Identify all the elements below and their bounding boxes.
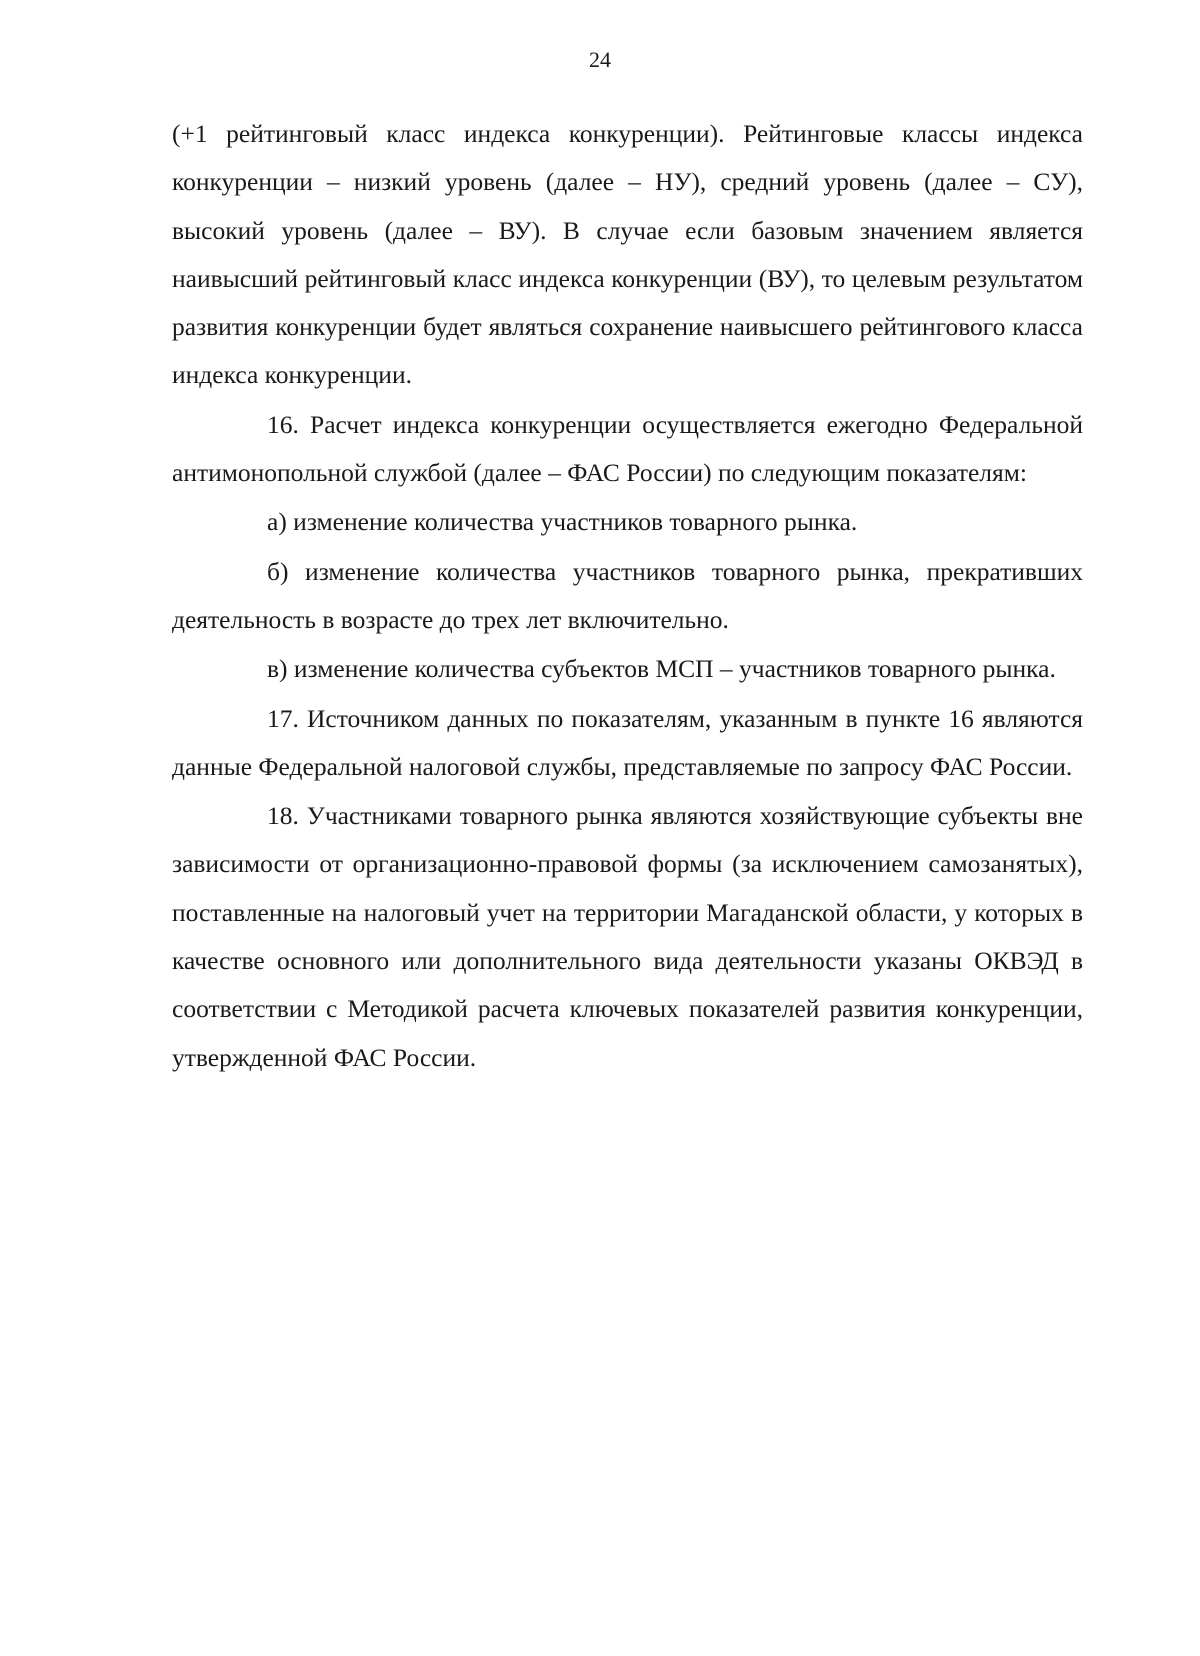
list-item-v: в) изменение количества субъектов МСП – участников товарного рынка. — [267, 654, 1056, 684]
list-item-b: б) изменение количества участников товарного рынка, прекративших деятельность в возрасте до трех лет включительно. — [172, 556, 1083, 634]
list-item-a: а) изменение количества участников товарного рынка. — [267, 507, 858, 537]
paragraph-17: 17. Источником данных по показателям, указанным в пункте 16 являются данные Федеральной налоговой службы, представляемые по запросу ФАС России. — [172, 703, 1083, 781]
document-body — [172, 110, 1083, 1082]
paragraph-16: 16. Расчет индекса конкуренции осуществляется ежегодно Федеральной антимонопольной службой (далее – ФАС России) по следующим показателям: — [172, 409, 1083, 488]
paragraph-rating-classes: (+1 рейтинговый класс индекса конкуренции). Рейтинговые классы индекса конкуренции – низкий уровень (далее – НУ), средний уровень (далее – СУ), высокий уровень (далее – ВУ). В случае если базовым значением является наивысший рейтинговый класс индекса конкуренции (ВУ), то целевым результатом развития конкуренции будет являться сохранение наивысшего рейтингового класса индекса конкуренции. — [172, 119, 1083, 390]
paragraph-18: 18. Участниками товарного рынка являются хозяйствующие субъекты вне зависимости от организационно-правовой формы (за исключением самозанятых), поставленные на налоговый учет на территории Магаданской области, у которых в качестве основного или дополнительного вида деятельности указаны ОКВЭД в соответствии с Методикой расчета ключевых показателей развития конкуренции, утвержденной ФАС России. — [172, 801, 1083, 1072]
page-number: 24 — [589, 47, 611, 72]
